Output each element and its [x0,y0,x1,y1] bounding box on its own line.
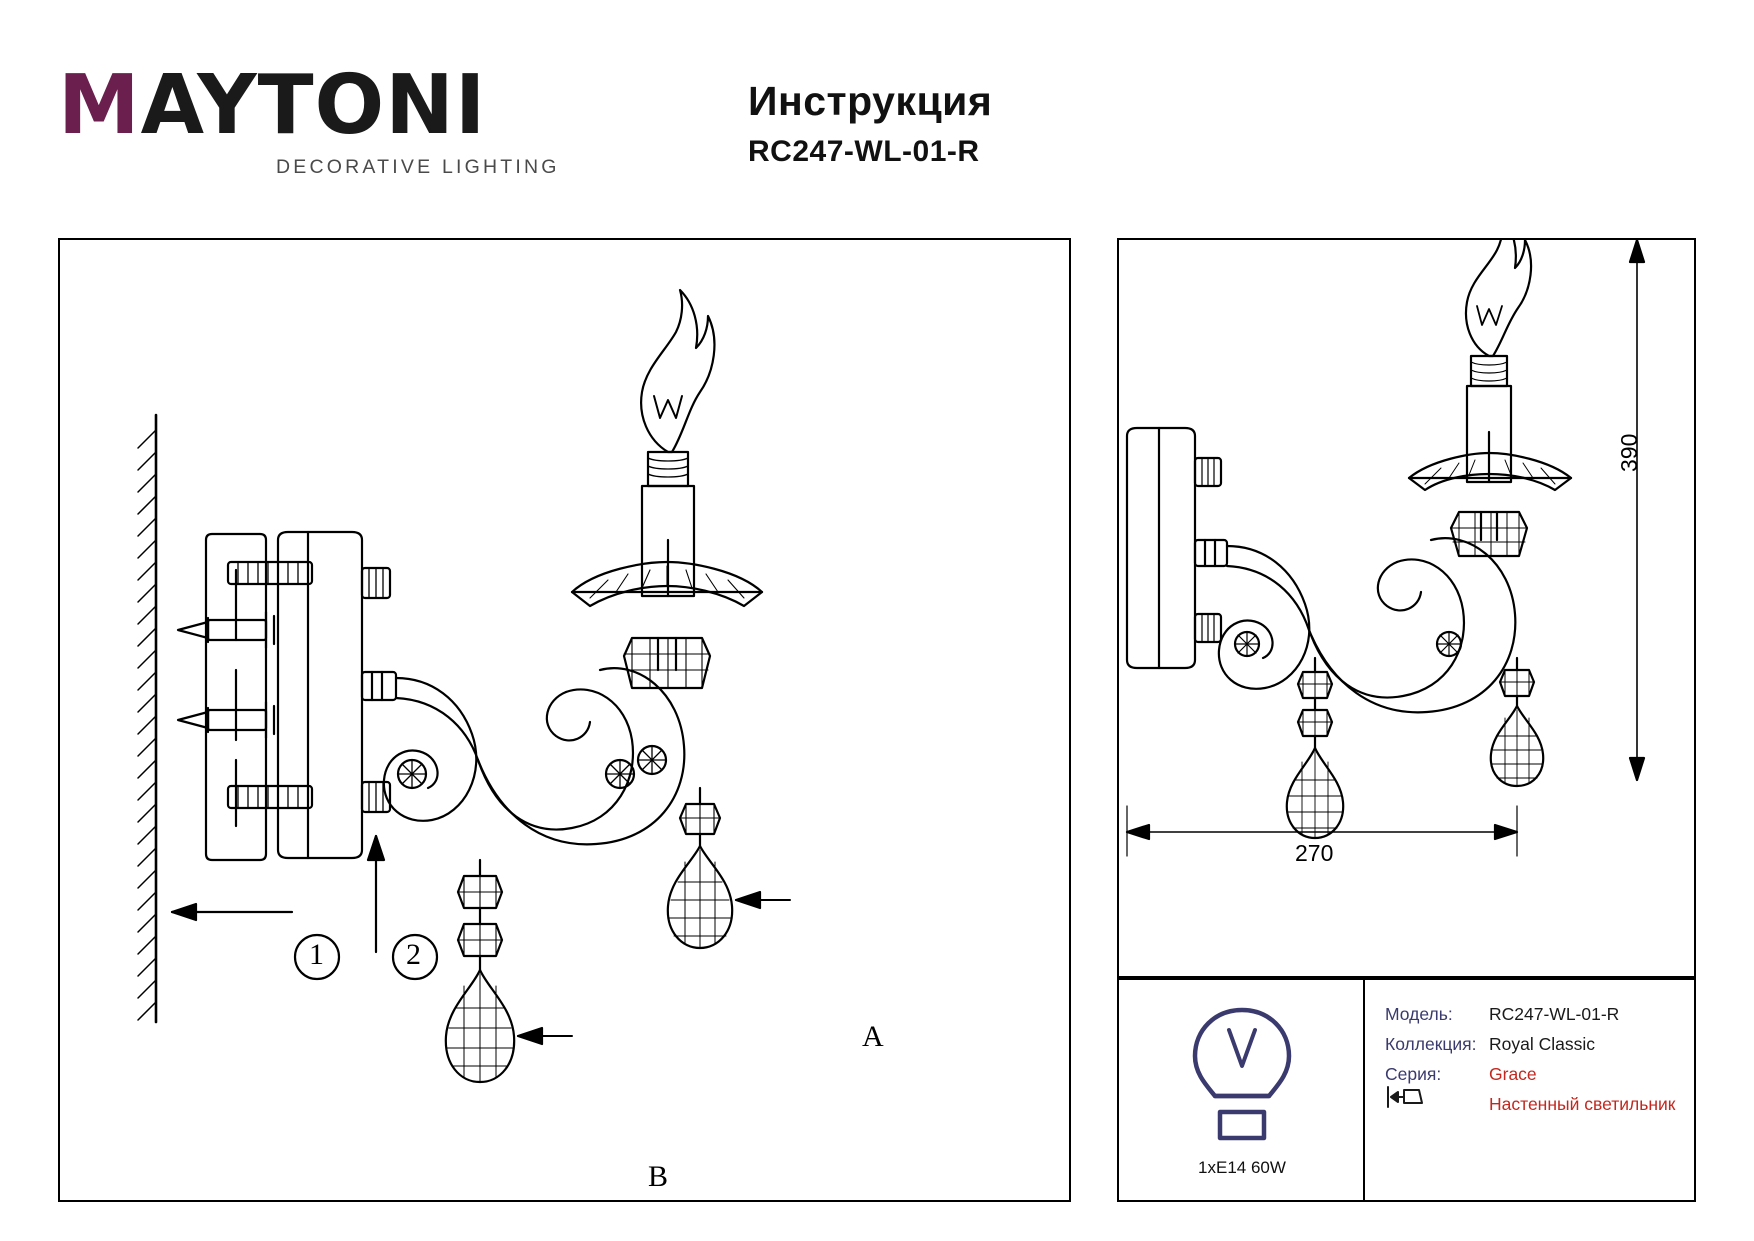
callout-a-label: A [862,1020,884,1053]
dimension-drawing-frame [1117,238,1696,978]
brand-wordmark [58,58,548,153]
step-2-marker [388,930,442,984]
brand-tagline: DECORATIVE LIGHTING [276,156,560,178]
spec-row-model [1385,1004,1685,1025]
brand-accent-letter: M [58,58,141,153]
brand-name-rest: AYTONI [140,58,487,153]
spec-value-type: Настенный светильник [1489,1094,1676,1114]
spec-value-collection: Royal Classic [1489,1034,1595,1054]
spec-label-series: Серия: [1385,1064,1442,1084]
spec-row-type [1385,1094,1685,1115]
spec-row-series [1385,1064,1685,1085]
spec-value-model: RC247-WL-01-R [1489,1004,1620,1024]
spec-label-collection: Коллекция: [1385,1034,1477,1054]
step-1-label: 1 [309,938,324,971]
dimension-drawing [1119,240,1694,976]
spec-label-model: Модель: [1385,1004,1453,1024]
page-model-code: RC247-WL-01-R [748,135,980,168]
callout-b-label: B [648,1160,669,1193]
spec-rows [1385,1004,1685,1124]
dimension-width-label: 270 [1295,840,1334,866]
step-2-label: 2 [406,938,421,971]
page-title: Инструкция [748,78,993,124]
main-assembly-drawing [60,240,1069,1200]
dimension-height-label: 390 [1616,433,1642,472]
step-1-marker [290,930,344,984]
bulb-spec-caption: 1xE14 60W [1198,1158,1286,1177]
wall-lamp-icon [1385,1086,1423,1108]
spec-row-collection [1385,1034,1685,1055]
bulb-icon [1157,1000,1327,1150]
spec-value-series: Grace [1489,1064,1537,1084]
bulb-spec-block [1157,1000,1327,1190]
brand-logo [58,58,560,192]
main-diagram-frame [58,238,1071,1202]
spec-divider [1363,978,1365,1202]
